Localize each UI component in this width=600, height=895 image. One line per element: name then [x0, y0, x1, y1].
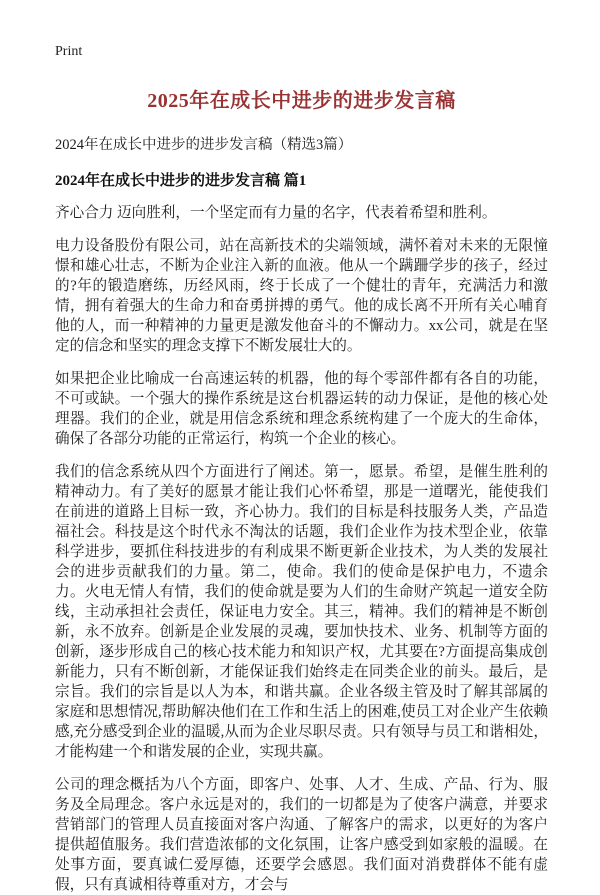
paragraph: 如果把企业比喻成一台高速运转的机器，他的每个零部件都有各自的功能，不可或缺。一个强大的操作系统是这台机器运转的动力保证，是他的核心处理器。我们的企业，就是用信念系统和理念系统构建了一个庞大的生命体，确保了各部分功能的正常运行，构筑一个企业的核心。 — [55, 371, 548, 447]
section-heading: 2024年在成长中进步的进步发言稿 篇1 — [55, 173, 307, 189]
paragraph: 齐心合力 迈向胜利，一个坚定而有力量的名字，代表着希望和胜利。 — [55, 205, 497, 221]
print-link[interactable]: Print — [55, 44, 83, 59]
document-subtitle: 2024年在成长中进步的进步发言稿（精选3篇） — [55, 137, 353, 153]
paragraph: 公司的理念概括为八个方面，即客户、处事、人才、生成、产品、行为、服务及全局理念。客户永远是对的，我们的一切都是为了使客户满意，并要求营销部门的管理人员直接面对客户沟通、了解客户的需求，以更好的为客户提供超值服务。我们营造浓郁的文化氛围，让客户感受到如家般的温暖。在处事方面，要真诚仁爱厚德，还要学会感恩。我们面对消费群体不能有虚假，只有真诚相待尊重对方，才会与 — [55, 777, 548, 893]
paragraph: 电力设备股份有限公司，站在高新技术的尖端领域，满怀着对未来的无限憧憬和雄心壮志，不断为企业注入新的血液。他从一个蹒跚学步的孩子，经过的?年的锻造磨练，历经风雨，终于长成了一个健壮的青年，充满活力和激情，拥有着强大的生命力和奋勇拼搏的勇气。他的成长离不开所有关心哺育他的人，而一种精神的力量更是激发他奋斗的不懈动力。xx公司，就是在坚定的信念和坚实的理念支撑下不断发展壮大的。 — [55, 238, 548, 354]
document-body — [55, 203, 548, 895]
page-title: 2025年在成长中进步的进步发言稿 — [147, 90, 456, 112]
paragraph: 我们的信念系统从四个方面进行了阐述。第一，愿景。希望，是催生胜利的精神动力。有了美好的愿景才能让我们心怀希望，那是一道曙光，能使我们在前进的道路上目标一致，齐心协力。我们的目标是科技服务人类，产品造福社会。科技是这个时代永不淘汰的话题，我们企业作为技术型企业，依靠科学进步，要抓住科技进步的有利成果不断更新企业技术，为人类的发展社会的进步贡献我们的力量。第二，使命。我们的使命是保护电力，不遗余力。火电无情人有情，我们的使命就是要为人们的生命财产筑起一道安全防线，主动承担社会责任，保证电力安全。其三，精神。我们的精神是不断创新，永不放弃。创新是企业发展的灵魂，要加快技术、业务、机制等方面的创新，逐步形成自己的核心技术能力和知识产权，尤其要在?方面提高集成创新能力，只有不断创新，才能保证我们始终走在同类企业的前头。最后，是宗旨。我们的宗旨是以人为本，和谐共赢。企业各级主管及时了解其部属的家庭和思想情况,帮助解决他们在工作和生活上的困难,使员工对企业产生依赖感,充分感受到企业的温暖,从而为企业尽职尽责。只有领导与员工和谐相处，才能构建一个和谐发展的企业，实现共赢。 — [55, 464, 548, 760]
